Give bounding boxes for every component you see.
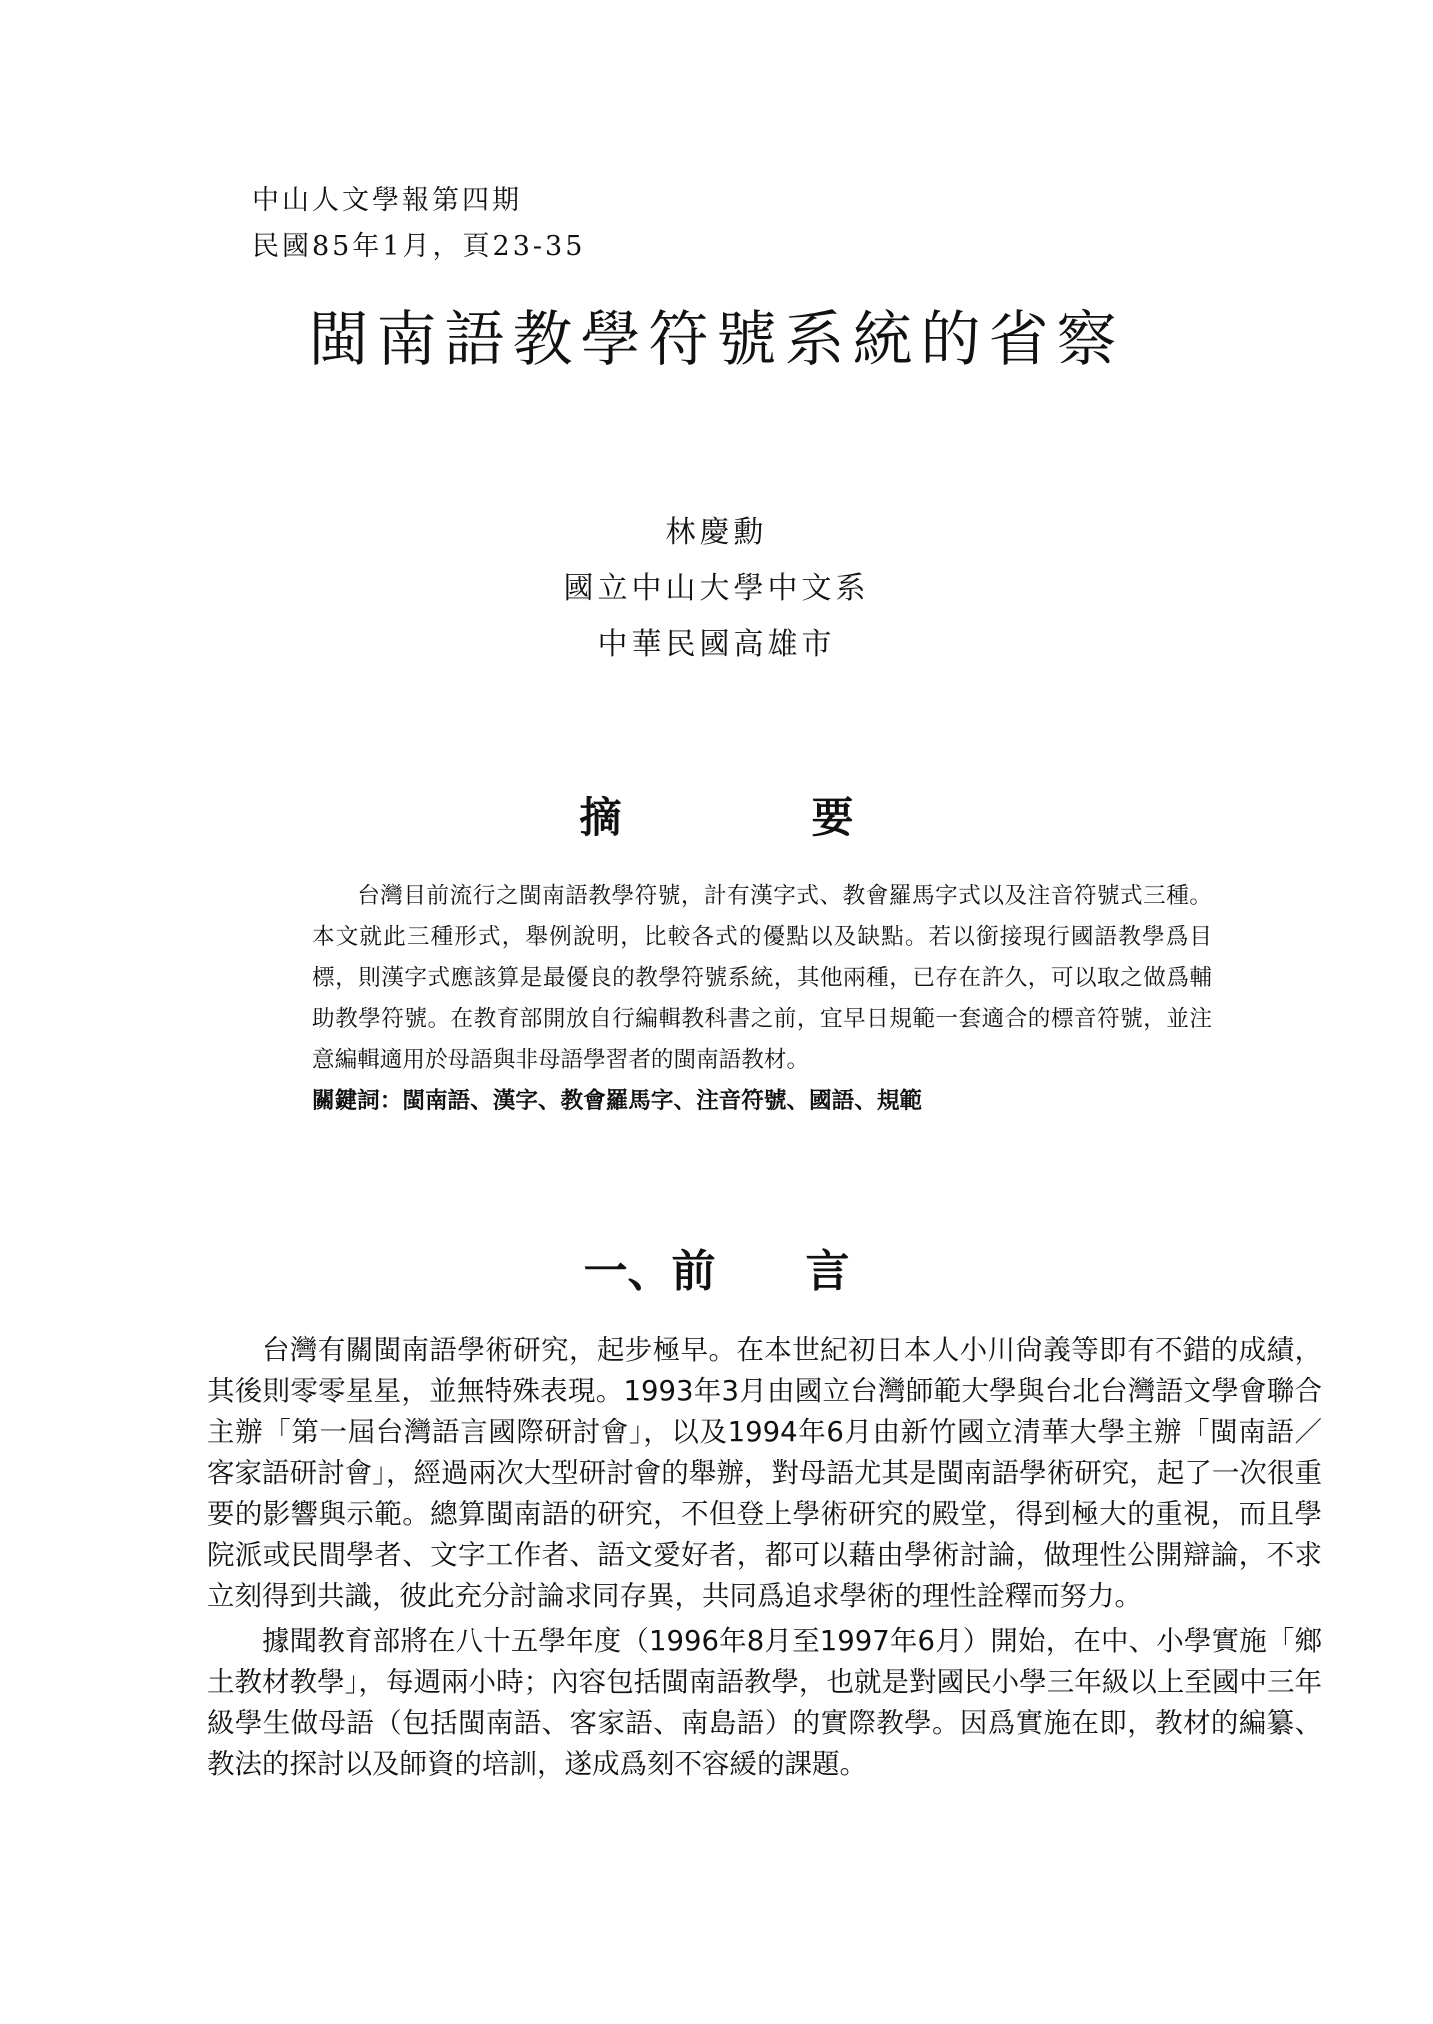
section-heading-introduction <box>0 1240 1433 1304</box>
section-heading-part1: 一、前 <box>583 1246 716 1297</box>
journal-date-pages: 民國85年1月，頁23-35 <box>252 231 586 262</box>
abstract-heading <box>0 788 1433 848</box>
paper-title: 閩南語教學符號系統的省察 <box>308 305 1125 375</box>
journal-issue: 中山人文學報第四期 <box>252 185 522 216</box>
author-affiliation: 國立中山大學中文系 <box>563 571 870 606</box>
journal-info <box>252 178 585 270</box>
abstract-text: 台灣目前流行之閩南語教學符號，計有漢字式、教會羅馬字式以及注音符號式三種。本文就此三種形式，舉例說明，比較各式的優點以及缺點。若以銜接現行國語教學爲目標，則漢字式應該算是最優良的教學符號系統，其他兩種，已存在許久，可以取之做爲輔助教學符號。在教育部開放自行編輯教科書之前，宜早日規範一套適合的標音符號，並注意編輯適用於母語與非母語學習者的閩南語教材。 <box>312 883 1212 1073</box>
section-body <box>207 1330 1322 1789</box>
author-name: 林慶勳 <box>665 515 768 550</box>
section-heading-part2: 言 <box>805 1246 850 1297</box>
body-paragraph-2: 據聞教育部將在八十五學年度（1996年8月至1997年6月）開始，在中、小學實施「鄉土教材教學」，每週兩小時；內容包括閩南語教學，也就是對國民小學三年級以上至國中三年級學生做母語（包括閩南語、客家語、南島語）的實際教學。因爲實施在即，教材的編纂、教法的探討以及師資的培訓，遂成爲刻不容緩的課題。 <box>207 1625 1322 1780</box>
author-block <box>0 505 1433 673</box>
abstract-heading-char2: 要 <box>811 793 854 842</box>
abstract-heading-char1: 摘 <box>579 793 622 842</box>
body-paragraph-1: 台灣有關閩南語學術研究，起步極早。在本世紀初日本人小川尙義等即有不錯的成績，其後則零零星星，並無特殊表現。1993年3月由國立台灣師範大學與台北台灣語文學會聯合主辦「第一屆台灣語言國際研討會」，以及1994年6月由新竹國立清華大學主辦「閩南語／客家語研討會」，經過兩次大型研討會的舉辦，對母語尤其是閩南語學術研究，起了一次很重要的影響與示範。總算閩南語的研究，不但登上學術研究的殿堂，得到極大的重視，而且學院派或民間學者、文字工作者、語文愛好者，都可以藉由學術討論，做理性公開辯論，不求立刻得到共識，彼此充分討論求同存異，共同爲追求學術的理性詮釋而努力。 <box>207 1334 1322 1612</box>
author-location: 中華民國高雄市 <box>597 627 836 662</box>
abstract-block <box>312 876 1212 1122</box>
keywords: 關鍵詞：閩南語、漢字、教會羅馬字、注音符號、國語、規範 <box>312 1088 923 1114</box>
